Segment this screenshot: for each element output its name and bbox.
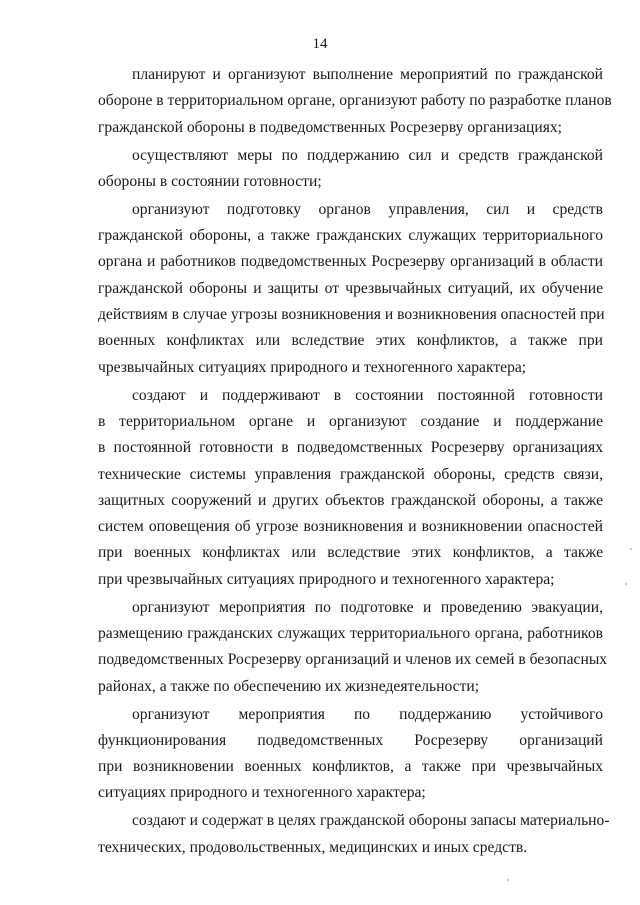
text-line: организуют мероприятия по поддержанию устойчивого xyxy=(132,705,603,723)
text-line: органа и работников подведомственных Росрезерву организаций в области xyxy=(98,253,603,271)
text-line: при чрезвычайных ситуациях природного и техногенного характера; xyxy=(98,570,555,588)
text-line: функционирования подведомственных Росрезерву организаций xyxy=(98,731,603,749)
paragraph xyxy=(98,197,603,381)
paragraph xyxy=(98,383,603,593)
text-line: осуществляют меры по поддержанию сил и средств гражданской xyxy=(132,146,603,164)
scan-speck xyxy=(630,548,632,550)
text-line: гражданской обороны в подведомственных Росрезерву организациях; xyxy=(98,118,563,136)
text-line: действиям в случае угрозы возникновения и возникновения опасностей при xyxy=(98,306,605,324)
page-number: 14 xyxy=(312,36,328,52)
text-line: планируют и организуют выполнение мероприятий по гражданской xyxy=(132,66,603,83)
text-line: чрезвычайных ситуациях природного и техногенного характера; xyxy=(98,358,527,376)
text-line: ситуациях природного и техногенного характера; xyxy=(98,784,426,802)
paragraph xyxy=(98,702,603,807)
paragraph xyxy=(98,62,612,141)
paragraph xyxy=(98,808,610,861)
text-line: организуют мероприятия по подготовке и проведению эвакуации, xyxy=(132,598,603,616)
text-line: систем оповещения об угрозе возникновения и возникновении опасностей xyxy=(98,518,603,536)
text-line: технических, продовольственных, медицинских и иных средств. xyxy=(98,838,528,856)
scan-speck xyxy=(507,879,509,881)
text-line: при возникновении военных конфликтов, а также при чрезвычайных xyxy=(98,758,603,776)
text-line: защитных сооружений и других объектов гражданской обороны, а также xyxy=(98,491,603,509)
text-line: размещению гражданских служащих территориального органа, работников xyxy=(98,624,603,642)
text-line: обороны в состоянии готовности; xyxy=(98,172,322,190)
text-line: технические системы управления гражданской обороны, средств связи, xyxy=(98,465,603,483)
paragraph xyxy=(98,143,603,196)
text-line: обороне в территориальном органе, организуют работу по разработке планов xyxy=(98,92,612,110)
text-line: организуют подготовку органов управления, сил и средств xyxy=(132,200,603,218)
text-line: создают и поддерживают в состоянии постоянной готовности xyxy=(132,386,603,404)
scan-speck xyxy=(625,583,627,585)
document-body xyxy=(98,62,612,863)
text-line: создают и содержат в целях гражданской обороны запасы материально- xyxy=(132,812,610,830)
text-line: районах, а также по обеспечению их жизнедеятельности; xyxy=(98,677,480,695)
text-line: гражданской обороны и защиты от чрезвычайных ситуаций, их обучение xyxy=(98,279,603,297)
paragraph xyxy=(98,595,608,700)
text-line: подведомственных Росрезерву организаций и членов их семей в безопасных xyxy=(98,651,608,669)
text-line: в территориальном органе и организуют создание и поддержание xyxy=(98,412,603,430)
text-line: военных конфликтах или вследствие этих конфликтов, а также при xyxy=(98,332,603,350)
text-line: гражданской обороны, а также гражданских служащих территориального xyxy=(98,227,603,245)
text-line: в постоянной готовности в подведомственных Росрезерву организациях xyxy=(98,439,603,457)
text-line: при военных конфликтах или вследствие этих конфликтов, а также xyxy=(98,544,603,562)
